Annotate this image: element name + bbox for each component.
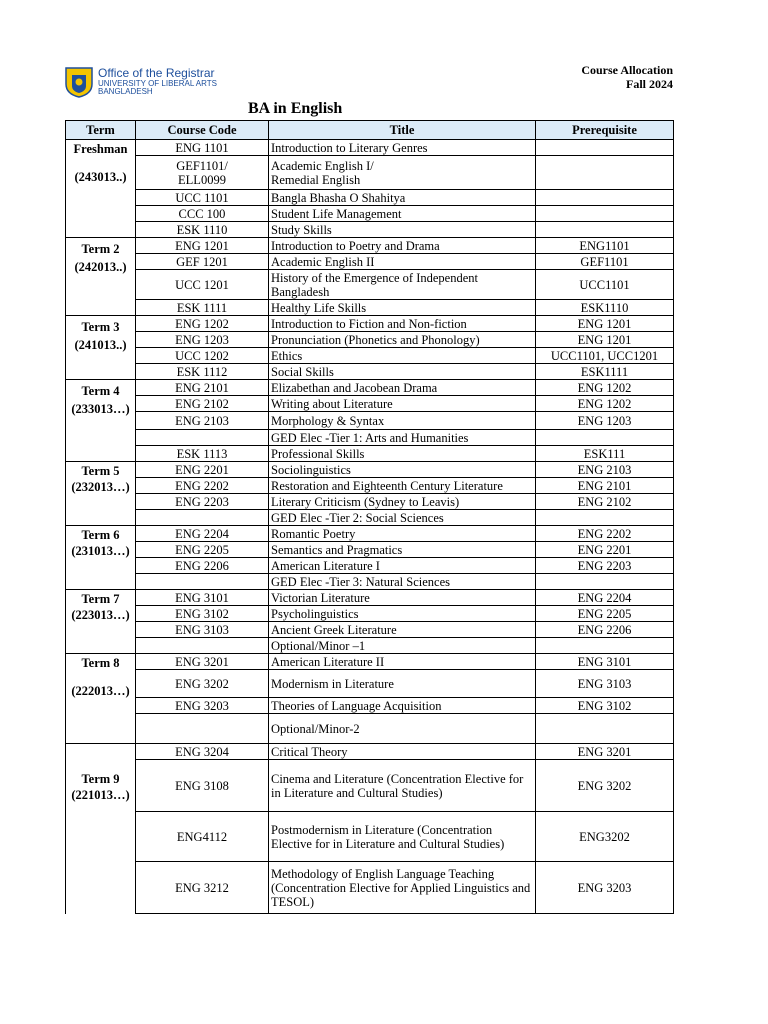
term-label: Term 6	[81, 528, 120, 542]
course-title-cell: Writing about Literature	[269, 396, 536, 412]
term-code: (222013…)	[71, 684, 130, 698]
term-label: Term 8	[81, 656, 120, 670]
course-title-cell: Optional/Minor –1	[269, 638, 536, 654]
table-row	[66, 270, 674, 300]
course-table-body	[66, 140, 674, 914]
column-header-course-code: Course Code	[136, 121, 269, 140]
table-row	[66, 670, 674, 698]
course-code-cell: ENG 3103	[136, 622, 269, 638]
table-header-row	[66, 121, 674, 140]
course-title-cell: Postmodernism in Literature (Concentration Elective for in Literature and Cultural Studies)	[269, 812, 536, 862]
table-row	[66, 380, 674, 396]
prerequisite-cell: ENG 2206	[536, 622, 674, 638]
course-title-cell: Optional/Minor-2	[269, 714, 536, 744]
course-title-cell: Healthy Life Skills	[269, 300, 536, 316]
course-code-cell: ENG 3202	[136, 670, 269, 698]
course-code-cell: ENG 3212	[136, 862, 269, 914]
table-row	[66, 316, 674, 332]
table-row	[66, 364, 674, 380]
prerequisite-cell: ESK111	[536, 446, 674, 462]
course-code-cell: ENG 3204	[136, 744, 269, 760]
course-code-cell: ENG 2205	[136, 542, 269, 558]
prerequisite-cell: ENG 2202	[536, 526, 674, 542]
prerequisite-cell	[536, 430, 674, 446]
table-row	[66, 510, 674, 526]
term-code: (242013..)	[74, 260, 127, 274]
course-code-cell: ENG 1201	[136, 238, 269, 254]
prerequisite-cell: ENG 2203	[536, 558, 674, 574]
prerequisite-cell	[536, 574, 674, 590]
course-code-cell: ESK 1111	[136, 300, 269, 316]
prerequisite-cell: ESK1110	[536, 300, 674, 316]
course-title-cell: Ancient Greek Literature	[269, 622, 536, 638]
course-title-cell: Introduction to Literary Genres	[269, 140, 536, 156]
course-code-cell: UCC 1201	[136, 270, 269, 300]
table-row	[66, 590, 674, 606]
prerequisite-cell	[536, 190, 674, 206]
prerequisite-cell: ENG 1201	[536, 316, 674, 332]
table-row	[66, 542, 674, 558]
prerequisite-cell: GEF1101	[536, 254, 674, 270]
course-code-cell	[136, 574, 269, 590]
table-row	[66, 396, 674, 412]
course-title-cell: Methodology of English Language Teaching (Concentration Elective for Applied Linguistics and TESOL)	[269, 862, 536, 914]
term-cell	[66, 744, 136, 914]
table-row	[66, 222, 674, 238]
table-row	[66, 494, 674, 510]
course-title-cell: GED Elec -Tier 2: Social Sciences	[269, 510, 536, 526]
column-header-term: Term	[66, 121, 136, 140]
prerequisite-cell: ENG 2102	[536, 494, 674, 510]
course-code-cell: ESK 1113	[136, 446, 269, 462]
prerequisite-cell: ENG 1202	[536, 380, 674, 396]
course-code-cell: ENG 1202	[136, 316, 269, 332]
table-row	[66, 254, 674, 270]
term-label: Freshman	[73, 142, 128, 156]
course-title-cell: Sociolinguistics	[269, 462, 536, 478]
course-title-cell: Restoration and Eighteenth Century Literature	[269, 478, 536, 494]
table-row	[66, 862, 674, 914]
course-title-cell: Student Life Management	[269, 206, 536, 222]
course-code-cell: GEF 1201	[136, 254, 269, 270]
course-title-cell: Victorian Literature	[269, 590, 536, 606]
prerequisite-cell: ENG 1202	[536, 396, 674, 412]
course-code-cell: ENG 3102	[136, 606, 269, 622]
course-code-cell: UCC 1101	[136, 190, 269, 206]
table-row	[66, 760, 674, 812]
term-cell	[66, 316, 136, 380]
prerequisite-cell	[536, 140, 674, 156]
term-code: (231013…)	[71, 544, 130, 558]
term-label: Term 2	[81, 242, 120, 256]
term-code: (221013…)	[71, 788, 130, 802]
course-code-cell: ENG 2206	[136, 558, 269, 574]
term-cell	[66, 462, 136, 526]
column-header-title: Title	[269, 121, 536, 140]
course-title-cell: Social Skills	[269, 364, 536, 380]
prerequisite-cell: ENG1101	[536, 238, 674, 254]
table-row	[66, 412, 674, 430]
prerequisite-cell	[536, 206, 674, 222]
course-title-cell: Pronunciation (Phonetics and Phonology)	[269, 332, 536, 348]
term-cell	[66, 140, 136, 238]
prerequisite-cell: ENG 2201	[536, 542, 674, 558]
course-code-cell: ENG 2102	[136, 396, 269, 412]
course-title-cell: Academic English I/ Remedial English	[269, 156, 536, 190]
semester-label: Fall 2024	[626, 77, 673, 91]
prerequisite-cell: ENG 3101	[536, 654, 674, 670]
course-code-cell: ENG4112	[136, 812, 269, 862]
course-title-cell: Professional Skills	[269, 446, 536, 462]
logo-office-name: Office of the Registrar	[98, 66, 215, 81]
term-label: Term 9	[81, 772, 120, 786]
course-code-cell: ENG 3201	[136, 654, 269, 670]
table-row	[66, 478, 674, 494]
course-code-cell: ENG 2101	[136, 380, 269, 396]
table-row	[66, 462, 674, 478]
course-code-cell: ENG 2203	[136, 494, 269, 510]
prerequisite-cell: ENG 2204	[536, 590, 674, 606]
prerequisite-cell: ENG 2101	[536, 478, 674, 494]
table-row	[66, 812, 674, 862]
prerequisite-cell: ENG 3103	[536, 670, 674, 698]
course-code-cell: ENG 2202	[136, 478, 269, 494]
document-header	[581, 63, 673, 91]
table-row	[66, 654, 674, 670]
prerequisite-cell: ENG 2103	[536, 462, 674, 478]
prerequisite-cell: ENG 3201	[536, 744, 674, 760]
prerequisite-cell	[536, 156, 674, 190]
university-crest-icon	[64, 66, 94, 98]
course-title-cell: Modernism in Literature	[269, 670, 536, 698]
table-row	[66, 348, 674, 364]
prerequisite-cell: UCC1101, UCC1201	[536, 348, 674, 364]
course-code-cell	[136, 430, 269, 446]
column-header-prerequisite: Prerequisite	[536, 121, 674, 140]
course-title-cell: Elizabethan and Jacobean Drama	[269, 380, 536, 396]
course-title-cell: Semantics and Pragmatics	[269, 542, 536, 558]
course-code-cell: UCC 1202	[136, 348, 269, 364]
prerequisite-cell	[536, 222, 674, 238]
table-row	[66, 714, 674, 744]
course-title-cell: Cinema and Literature (Concentration Elective for in Literature and Cultural Studies)	[269, 760, 536, 812]
prerequisite-cell	[536, 510, 674, 526]
course-code-cell: ENG 3101	[136, 590, 269, 606]
course-title-cell: Romantic Poetry	[269, 526, 536, 542]
term-cell	[66, 526, 136, 590]
prerequisite-cell: ENG 3102	[536, 698, 674, 714]
term-cell	[66, 238, 136, 316]
course-code-cell	[136, 638, 269, 654]
prerequisite-cell: ENG 3202	[536, 760, 674, 812]
course-title-cell: History of the Emergence of Independent Bangladesh	[269, 270, 536, 300]
course-allocation-table	[65, 120, 674, 914]
term-code: (232013…)	[71, 480, 130, 494]
prerequisite-cell	[536, 638, 674, 654]
course-code-cell: ENG 1101	[136, 140, 269, 156]
term-cell	[66, 380, 136, 462]
term-code: (243013..)	[74, 170, 127, 184]
prerequisite-cell: ENG3202	[536, 812, 674, 862]
term-label: Term 5	[81, 464, 120, 478]
table-row	[66, 300, 674, 316]
term-code: (233013…)	[71, 402, 130, 416]
course-code-cell: ENG 1203	[136, 332, 269, 348]
table-row	[66, 622, 674, 638]
document-type: Course Allocation	[581, 63, 673, 77]
course-title-cell: Morphology & Syntax	[269, 412, 536, 430]
course-title-cell: GED Elec -Tier 1: Arts and Humanities	[269, 430, 536, 446]
term-label: Term 3	[81, 320, 120, 334]
prerequisite-cell: ENG 1201	[536, 332, 674, 348]
table-row	[66, 190, 674, 206]
table-row	[66, 606, 674, 622]
course-title-cell: Bangla Bhasha O Shahitya	[269, 190, 536, 206]
logo-university-name: UNIVERSITY OF LIBERAL ARTS	[98, 78, 217, 88]
table-row	[66, 140, 674, 156]
course-code-cell	[136, 510, 269, 526]
prerequisite-cell: ENG 3203	[536, 862, 674, 914]
table-row	[66, 156, 674, 190]
course-title-cell: Theories of Language Acquisition	[269, 698, 536, 714]
course-code-cell: ESK 1110	[136, 222, 269, 238]
term-code: (241013..)	[74, 338, 127, 352]
program-title: BA in English	[248, 100, 343, 117]
table-row	[66, 446, 674, 462]
course-code-cell: ENG 2204	[136, 526, 269, 542]
course-title-cell: GED Elec -Tier 3: Natural Sciences	[269, 574, 536, 590]
course-code-cell: CCC 100	[136, 206, 269, 222]
course-title-cell: Ethics	[269, 348, 536, 364]
course-title-cell: Critical Theory	[269, 744, 536, 760]
course-code-cell: ENG 3108	[136, 760, 269, 812]
prerequisite-cell	[536, 714, 674, 744]
table-row	[66, 638, 674, 654]
table-row	[66, 206, 674, 222]
table-row	[66, 526, 674, 542]
prerequisite-cell: ENG 1203	[536, 412, 674, 430]
course-title-cell: Study Skills	[269, 222, 536, 238]
course-title-cell: Literary Criticism (Sydney to Leavis)	[269, 494, 536, 510]
table-row	[66, 332, 674, 348]
prerequisite-cell: UCC1101	[536, 270, 674, 300]
course-title-cell: Academic English II	[269, 254, 536, 270]
course-title-cell: Introduction to Poetry and Drama	[269, 238, 536, 254]
term-code: (223013…)	[71, 608, 130, 622]
course-code-cell	[136, 714, 269, 744]
course-code-cell: ENG 2201	[136, 462, 269, 478]
table-row	[66, 744, 674, 760]
course-title-cell: American Literature II	[269, 654, 536, 670]
prerequisite-cell: ENG 2205	[536, 606, 674, 622]
registrar-logo	[64, 66, 217, 98]
table-row	[66, 558, 674, 574]
course-title-cell: Introduction to Fiction and Non-fiction	[269, 316, 536, 332]
term-cell	[66, 654, 136, 744]
table-row	[66, 574, 674, 590]
logo-country: BANGLADESH	[98, 87, 153, 97]
prerequisite-cell: ESK1111	[536, 364, 674, 380]
term-label: Term 4	[81, 384, 120, 398]
term-cell	[66, 590, 136, 654]
course-title-cell: American Literature I	[269, 558, 536, 574]
course-code-cell: GEF1101/ ELL0099	[136, 156, 269, 190]
course-title-cell: Psycholinguistics	[269, 606, 536, 622]
course-code-cell: ESK 1112	[136, 364, 269, 380]
course-code-cell: ENG 3203	[136, 698, 269, 714]
course-code-cell: ENG 2103	[136, 412, 269, 430]
term-label: Term 7	[81, 592, 120, 606]
table-row	[66, 430, 674, 446]
table-row	[66, 238, 674, 254]
table-row	[66, 698, 674, 714]
